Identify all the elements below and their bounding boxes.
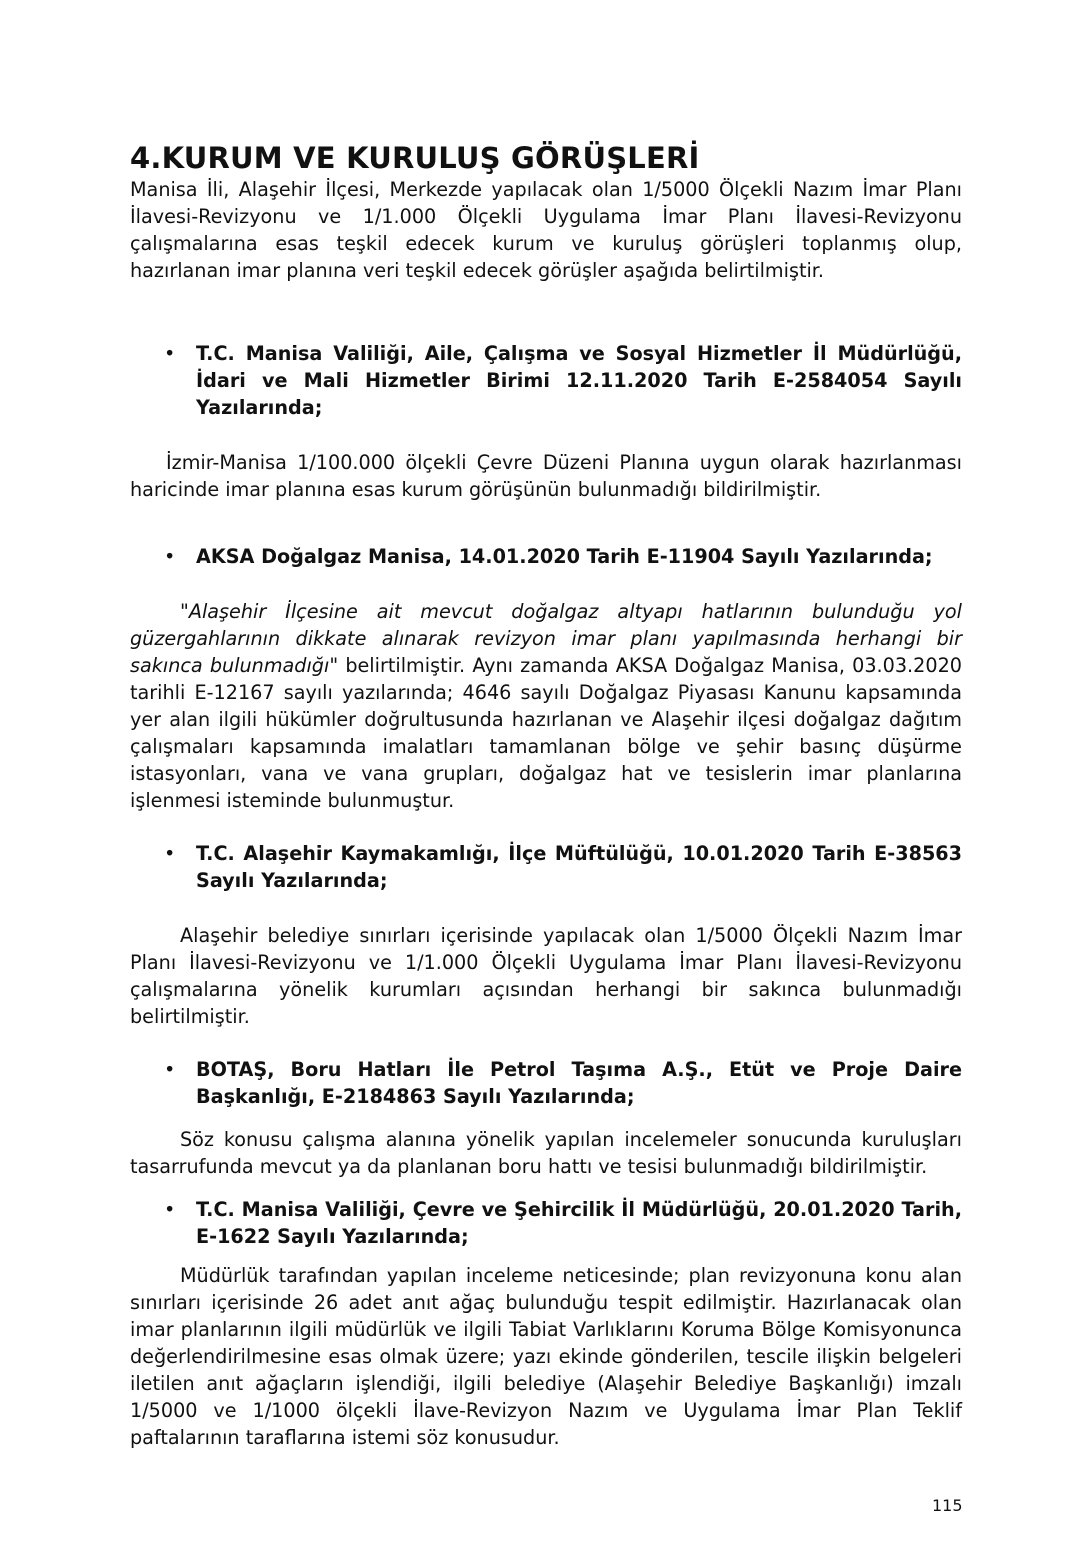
section-1 [130, 340, 962, 421]
section-3-body: Alaşehir belediye sınırları içerisinde yapılacak olan 1/5000 Ölçekli Nazım İmar Planı İlavesi-Revizyonu ve 1/1.000 Ölçekli Uygulama İmar Planı İlavesi-Revizyonu çalışmalarına yönelik kurumları açısından herhangi bir sakınca bulunmadığı belirtilmiştir. [130, 924, 962, 1028]
section-2-heading: • AKSA Doğalgaz Manisa, 14.01.2020 Tarih E-11904 Sayılı Yazılarında; [130, 543, 962, 570]
section-5-body: Müdürlük tarafından yapılan inceleme neticesinde; plan revizyonuna konu alan sınırları içerisinde 26 adet anıt ağaç bulunduğu tespit edilmiştir. Hazırlanacak olan imar planlarının ilgili müdürlük ve ilgili Tabiat Varlıklarını Koruma Bölge Komisyonunca değerlendirilmesine esas olmak üzere; yazı ekinde gönderilen, tescile ilişkin belgeleri iletilen anıt ağaçların işlendiği, ilgili belediye (Alaşehir Belediye Başkanlığı) imzalı 1/5000 ve 1/1000 ölçekli İlave-Revizyon Nazım ve Uygulama İmar Plan Teklif paftalarının taraflarına istemi söz konusudur. [130, 1264, 962, 1449]
section-title: 4.KURUM VE KURULUŞ GÖRÜŞLERİ [130, 141, 700, 175]
section-5 [130, 1196, 962, 1250]
section-2 [130, 543, 962, 570]
section-3-heading: • T.C. Alaşehir Kaymakamlığı, İlçe Müftülüğü, 10.01.2020 Tarih E-38563 Sayılı Yazılarında; [130, 840, 962, 894]
section-3 [130, 840, 962, 894]
section-2-text: belirtilmiştir. Aynı zamanda AKSA Doğalgaz Manisa, 03.03.2020 tarihli E-12167 sayılı yazılarında; 4646 sayılı Doğalgaz Piyasası Kanunu kapsamında yer alan ilgili hükümler doğrultusunda hazırlanan ve Alaşehir ilçesi doğalgaz dağıtım çalışmaları kapsamında imalatları tamamlanan bölge ve şehir basınç düşürme istasyonları, vana ve vana grupları, doğalgaz hat ve tesislerin imar planlarına işlenmesi isteminde bulunmuştur. [130, 654, 962, 812]
section-5-heading: • T.C. Manisa Valiliği, Çevre ve Şehircilik İl Müdürlüğü, 20.01.2020 Tarih, E-1622 Sayılı Yazılarında; [130, 1196, 962, 1250]
section-4-body: Söz konusu çalışma alanına yönelik yapılan incelemeler sonucunda kuruluşları tasarrufunda mevcut ya da planlanan boru hattı ve tesisi bulunmadığı bildirilmiştir. [130, 1128, 962, 1178]
intro-paragraph: Manisa İli, Alaşehir İlçesi, Merkezde yapılacak olan 1/5000 Ölçekli Nazım İmar Planı İlavesi-Revizyonu ve 1/1.000 Ölçekli Uygulama İmar Planı İlavesi-Revizyonu çalışmalarına esas teşkil edecek kurum ve kuruluş görüşleri toplanmış olup, hazırlanan imar planına veri teşkil edecek görüşler aşağıda belirtilmiştir. [130, 178, 962, 282]
section-4-heading: • BOTAŞ, Boru Hatları İle Petrol Taşıma A.Ş., Etüt ve Proje Daire Başkanlığı, E-2184863 Sayılı Yazılarında; [130, 1056, 962, 1110]
page-number: 115 [932, 1496, 963, 1515]
section-1-body: İzmir-Manisa 1/100.000 ölçekli Çevre Düzeni Planına uygun olarak hazırlanması haricinde imar planına esas kurum görüşünün bulunmadığı bildirilmiştir. [130, 451, 962, 501]
section-4 [130, 1056, 962, 1110]
section-2-body [130, 598, 962, 814]
section-1-heading: • T.C. Manisa Valiliği, Aile, Çalışma ve Sosyal Hizmetler İl Müdürlüğü, İdari ve Mali Hizmetler Birimi 12.11.2020 Tarih E-2584054 Sayılı Yazılarında; [130, 340, 962, 421]
document-page [130, 140, 962, 1451]
section-2-quote: "Alaşehir İlçesine ait mevcut doğalgaz altyapı hatlarının bulunduğu yol güzergahlarının dikkate alınarak revizyon imar planı yapılmasında herhangi bir sakınca bulunmadığı" [130, 600, 962, 677]
